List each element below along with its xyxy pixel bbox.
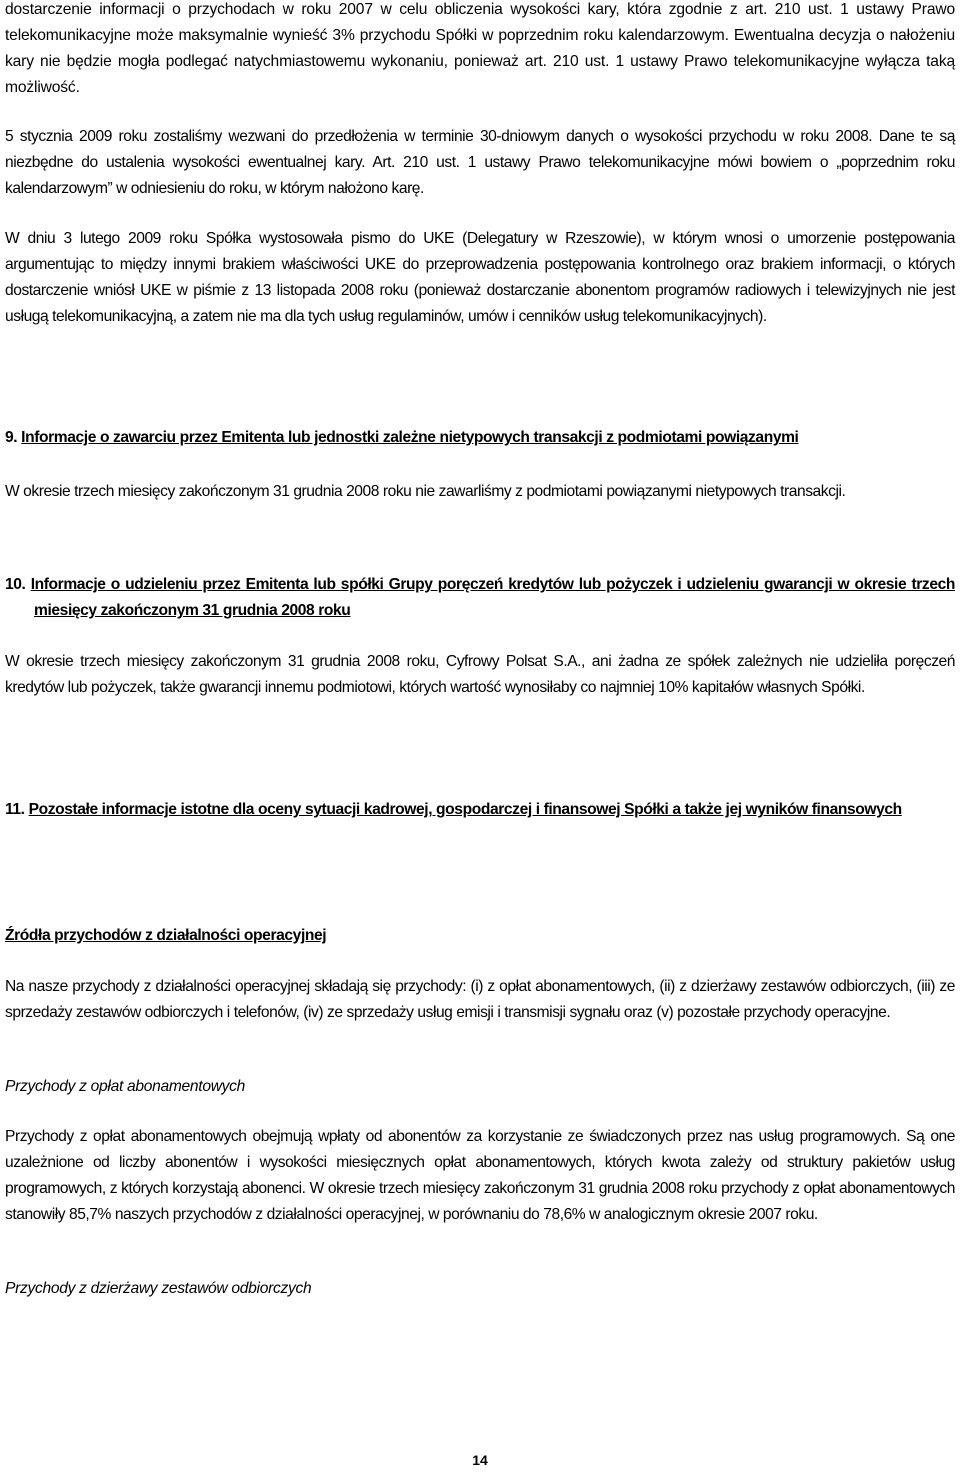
section-10-heading bbox=[5, 572, 955, 624]
section-10-number: 10. bbox=[5, 576, 26, 593]
february-paragraph: W dniu 3 lutego 2009 roku Spółka wystosowała pismo do UKE (Delegatury w Rzeszowie), w którym wnosi o umorzenie postępowania argumentując to między innymi brakiem właściwości UKE do przeprowadzenia postępowania kontrolnego oraz brakiem informacji, o których dostarczenie wniósł UKE w piśmie z 13 listopada 2008 roku (ponieważ dostarczanie abonentom programów radiowych i telewizyjnych nie jest usługą telekomunikacyjną, a zatem nie ma dla tych usług regulaminów, umów i cenników usług telekomunikacyjnych). bbox=[5, 230, 955, 325]
revenue-sources-heading: Źródła przychodów z działalności operacyjnej bbox=[5, 927, 327, 944]
section-11-number: 11. bbox=[5, 801, 25, 818]
revenue-sources-body: Na nasze przychody z działalności operacyjnej składają się przychody: (i) z opłat abonamentowych, (ii) z dzierżawy zestawów odbiorczych, (iii) ze sprzedaży zestawów odbiorczych i telefonów, (iv) ze sprzedaży usług emisji i transmisji sygnału oraz (v) pozostałe przychody operacyjne. bbox=[5, 978, 955, 1021]
section-9-title: Informacje o zawarciu przez Emitenta lub jednostki zależne nietypowych transakcji z podmiotami powiązanymi bbox=[21, 429, 799, 446]
section-9-number: 9. bbox=[5, 429, 18, 446]
subscription-fees-heading: Przychody z opłat abonamentowych bbox=[5, 1078, 246, 1095]
january-paragraph: 5 stycznia 2009 roku zostaliśmy wezwani do przedłożenia w terminie 30-dniowym danych o wysokości przychodu w roku 2008. Dane te są niezbędne do ustalenia wysokości ewentualnej kary. Art. 210 ust. 1 ustawy Prawo telekomunikacyjne mówi bowiem o „poprzednim roku kalendarzowym” w odniesieniu do roku, w którym nałożono karę. bbox=[5, 128, 955, 197]
section-9-body: W okresie trzech miesięcy zakończonym 31 grudnia 2008 roku nie zawarliśmy z podmiotami powiązanymi nietypowych transakcji. bbox=[5, 483, 846, 500]
section-10-title: Informacje o udzieleniu przez Emitenta lub spółki Grupy poręczeń kredytów lub pożyczek i udzieleniu gwarancji w okresie trzech miesięcy zakończonym 31 grudnia 2008 roku bbox=[30, 576, 955, 619]
subscription-fees-body: Przychody z opłat abonamentowych obejmują wpłaty od abonentów za korzystanie ze świadczonych przez nas usług programowych. Są one uzależnione od liczby abonentów i wysokości miesięcznych opłat abonamentowych, których kwota zależy od struktury pakietów usług programowych, z których korzystają abonenci. W okresie trzech miesięcy zakończonym 31 grudnia 2008 roku przychody z opłat abonamentowych stanowiły 85,7% naszych przychodów z działalności operacyjnej, w porównaniu do 78,6% w analogicznym okresie 2007 roku. bbox=[5, 1128, 955, 1223]
intro-paragraph: dostarczenie informacji o przychodach w roku 2007 w celu obliczenia wysokości kary, która zgodnie z art. 210 ust. 1 ustawy Prawo telekomunikacyjne może maksymalnie wynieść 3% przychodu Spółki w poprzednim roku kalendarzowym. Ewentualna decyzja o nałożeniu kary nie będzie mogła podlegać natychmiastowemu wykonaniu, ponieważ art. 210 ust. 1 ustawy Prawo telekomunikacyjne wyłącza taką możliwość. bbox=[5, 1, 955, 96]
section-11-heading bbox=[5, 797, 915, 823]
page-number: 14 bbox=[472, 1452, 488, 1468]
equipment-lease-heading: Przychody z dzierżawy zestawów odbiorczych bbox=[5, 1280, 312, 1297]
section-9-heading bbox=[5, 425, 955, 451]
section-10-body: W okresie trzech miesięcy zakończonym 31 grudnia 2008 roku, Cyfrowy Polsat S.A., ani żadna ze spółek zależnych nie udzieliła poręczeń kredytów lub pożyczek, także gwarancji innemu podmiotowi, których wartość wynosiłaby co najmniej 10% kapitałów własnych Spółki. bbox=[5, 653, 955, 696]
section-11-title: Pozostałe informacje istotne dla oceny sytuacji kadrowej, gospodarczej i finansowej Spółki a także jej wyników finansowych bbox=[28, 801, 902, 818]
